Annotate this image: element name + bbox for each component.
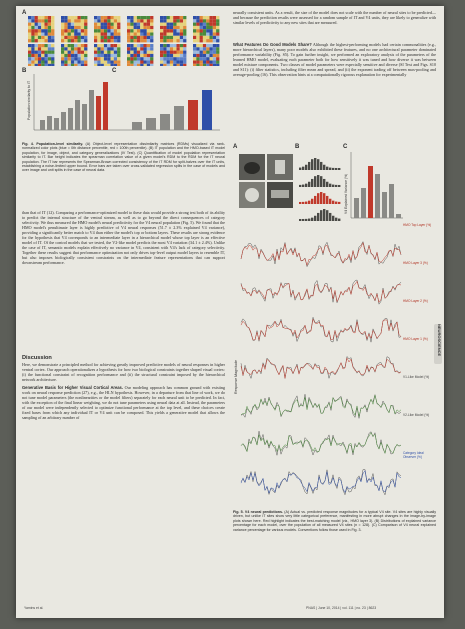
journal-page <box>16 6 444 618</box>
fig4-label-a: A <box>22 10 27 16</box>
fig4-caption <box>22 142 225 206</box>
generative-basis-lead: Generative Basis for Higher Visual Cortical Areas. <box>22 385 123 390</box>
fig5-bar <box>396 214 401 218</box>
legend-hmo-top: HMO Top Layer (%) <box>403 223 432 227</box>
rdm-matrix <box>160 16 186 42</box>
right-top-paragraph: neurally consistent units. As a result, the size of the model does not scale with the number of neural sites to be predicted—and because the prediction results were assessed for a random sample of IT and V4 units, they are likely to generalize with similar levels of predictivity to any new sites that are measured. <box>233 10 436 25</box>
fig4-caption-text: (A) Object-level representation dissimilarity matrices (RDMs) visualized via rank-normalized color plots (blue = 0th distance percentile, red = 100th percentile). (B) IT population and the HMO-based IT model population, for image, object, and category generalizations (IV Test). (C) Quantification of model population representation similarity to IT. Bar height indicates the spearman correlation value of a given model's RDM to the RDM for the IT neural population. The IT bar represents the Spearman-Brown corrected consistency of the IT RDM for split-halves over the IT units, establishing a noise-limited upper bound. Error bars are taken over cross-validated regression splits in the case of models and over image and unit splits in the case of neural data. <box>22 142 225 173</box>
fig5-bar <box>354 198 359 218</box>
fig4-bar <box>202 90 212 130</box>
fig4-bar <box>40 120 45 130</box>
response-trace <box>241 317 401 342</box>
fig5-bar <box>368 166 373 218</box>
fig5-caption <box>233 510 436 582</box>
section-side-tab <box>434 324 442 364</box>
fig4-bar <box>146 118 156 130</box>
fig4-label-b: B <box>22 68 27 74</box>
histogram <box>299 158 340 170</box>
legend-v1-like: V1-Like Model (%) <box>403 375 430 379</box>
rdm-matrix <box>127 16 153 42</box>
discussion-section <box>22 354 225 604</box>
fig4-bar <box>54 118 59 130</box>
fig4-rdm-panel <box>22 14 225 66</box>
fig5-c-y-axis-label: V4 Explained Variance (%) <box>344 173 348 214</box>
fig5-label-b: B <box>295 144 300 150</box>
figure-5 <box>233 144 433 506</box>
fig4-bar <box>96 96 101 130</box>
fig5-bar <box>389 184 394 218</box>
left-body-text <box>22 210 225 352</box>
fig5-legend <box>403 224 433 482</box>
legend-category: Category Ideal Observer (%) <box>403 451 424 459</box>
rdm-matrix <box>94 44 120 66</box>
rdm-matrix <box>193 16 219 42</box>
legend-hmo-layer1: HMO Layer 1 (%) <box>403 337 428 341</box>
features-lead: What Features Do Good Models Share? <box>233 42 312 47</box>
response-trace <box>241 431 401 455</box>
fig5-caption-title: Fig. 5. <box>233 510 244 514</box>
features-text: Although the highest-performing models had certain commonalities (e.g., more hierarchical layers), many poor models also exhibited these features, and no one architectural parameter dominated performance variability (Fig. S5). To gain further insight, we performed an exploratory analysis of the parameters of the learned HMO model, evaluating each parameter both for how sensitively it was tuned and how diverse it was between model mixture components. Two classes of model parameters were especially sensitive and diverse (SI Text and Figs. S10 and S11): (i) filter statistics, including filter mean and spread, and (ii) the exponent trading off between max-pooling and average-pooling (16). This observation hints at a computationally rigorous explanation for experimentally <box>233 42 436 77</box>
fig4-similarity-chart <box>22 68 225 142</box>
fig4-bar <box>174 106 184 130</box>
discussion-heading: Discussion <box>22 355 52 361</box>
fig5-label-c: C <box>343 144 348 150</box>
rdm-matrix <box>94 16 120 42</box>
response-trace <box>241 394 401 418</box>
discussion-paragraph: Here, we demonstrate a principled method for achieving greatly improved predictive models of neural responses in higher ventral cortex. Our approach operationalizes a hypothesis for how two biological constraints together shaped visual cortex: (i) the functional constraint of recognition performance and (ii) the structural constraint imposed by the hierarchical network architecture. <box>22 362 225 382</box>
legend-hmo-layer2: HMO Layer 2 (%) <box>403 299 428 303</box>
fig4-bar <box>61 112 66 130</box>
generative-basis-text: Our modeling approach has common ground with existing work on neural response prediction (27), e.g., the HLN hypothesis. However, in a departure from that line of work, we do not tune model parameters (the nonlinearities or the model filters) separately for each neural unit to be predicted. In fact, with the exception of the final linear weighting, we do not tune parameters using neural data at all. Instead, the parameters of our model were independently selected to optimize functional performance at the top level, and these choices create fixed bases from which any individual IT or V4 unit can be composed. This yields a generative model that allows the sampling of an arbitrary number of <box>22 385 225 420</box>
legend-v2-like: V2-Like Model (%) <box>403 413 430 417</box>
fig5-caption-text: (A) Actual vs. predicted response magnitudes for a typical V4 site. V4 sites are highly visually driven, but unlike IT sites show very little categorical preference, manifesting in more abrupt changes in the image-by-image plots shown here. Red highlight indicates the best-matching model (viz., HMO layer 3). (B) Distributions of explained variance percentage for each model, over the population of all measured V4 sites (n = 128). (C) Comparison of V4 neural explained variance percentage for various models. Conventions follow those used in Fig. 3. <box>233 510 436 532</box>
rdm-matrix <box>160 44 186 66</box>
fig4-bar <box>160 114 170 130</box>
response-trace <box>241 470 401 495</box>
figure-4 <box>22 10 225 140</box>
footer-journal-info: PNAS | June 10, 2014 | vol. 111 | no. 23 | 8623 <box>306 606 377 610</box>
rdm-matrix <box>28 16 54 42</box>
legend-hmo-layer3: HMO Layer 3 (%) <box>403 261 428 265</box>
fig5-bar <box>382 192 387 218</box>
rdm-matrix <box>61 16 87 42</box>
histogram <box>299 209 340 221</box>
response-trace <box>241 242 401 267</box>
features-section <box>233 42 436 140</box>
fig4-bar <box>188 100 198 130</box>
fig4-caption-title: Fig. 4. <box>22 142 34 146</box>
histogram <box>299 192 340 204</box>
fig5-bar <box>375 174 380 218</box>
side-tab-label: NEUROSCIENCE <box>437 324 442 357</box>
fig4-bar <box>89 90 94 130</box>
footer-author: Yamins et al. <box>24 606 44 610</box>
right-top-text <box>233 10 436 40</box>
fig4-bar <box>103 82 108 130</box>
fig4-bar <box>68 108 73 130</box>
response-trace <box>241 356 401 378</box>
fig4-label-c: C <box>112 68 117 74</box>
response-trace <box>241 280 401 304</box>
fig5-b-y-axis-label: Response Magnitude <box>234 360 238 394</box>
left-body-paragraph: than that of IT (12). Comparing a performance-optimized model to these data would provide a strong test both of its ability to predict the internal structure of the ventral stream, as well as to go beyond the direct consequences of category selectivity. We thus measured the HMO model's neural predictivity for the V4 neural population (Fig. 5). We found that the HMO model's penultimate layer is highly predictive of V4 neural responses (51.7 ± 2.3% explained V4 variance), providing a significantly better match to V4 than either the model's top or bottom layers. These results are strong evidence for the hypothesis that V4 corresponds to an intermediate layer in a hierarchical model whose top layer is an effective model of IT. Of the control models that we tested, the V2-like model predicts the most V4 variation (34.1 ± 2.4%). Unlike the case of IT, semantic models explain effectively no variance in V4, consistent with V4's lack of category selectivity. Together these results suggest that performance optimization not only drives top-level output model layers to resemble IT, but also imposes biologically consistent constraints on the intermediate feature representations that can support downstream performance. <box>22 210 225 265</box>
fig5-caption-lead: V4 neural predictions. <box>244 510 283 514</box>
fig4-caption-lead: Population-level similarity. <box>36 142 84 146</box>
fig4-bar <box>47 116 52 130</box>
fig5-bar <box>361 188 366 218</box>
fig4-y-axis-label: Population similarity to IT <box>27 80 31 120</box>
rdm-matrix <box>61 44 87 66</box>
histogram <box>299 175 340 187</box>
rdm-matrix <box>28 44 54 66</box>
fig5-label-a: A <box>233 144 238 150</box>
fig4-bar <box>132 122 142 130</box>
fig4-bar <box>75 100 80 130</box>
rdm-matrix <box>193 44 219 66</box>
fig4-bar <box>82 104 87 130</box>
rdm-matrix <box>127 44 153 66</box>
